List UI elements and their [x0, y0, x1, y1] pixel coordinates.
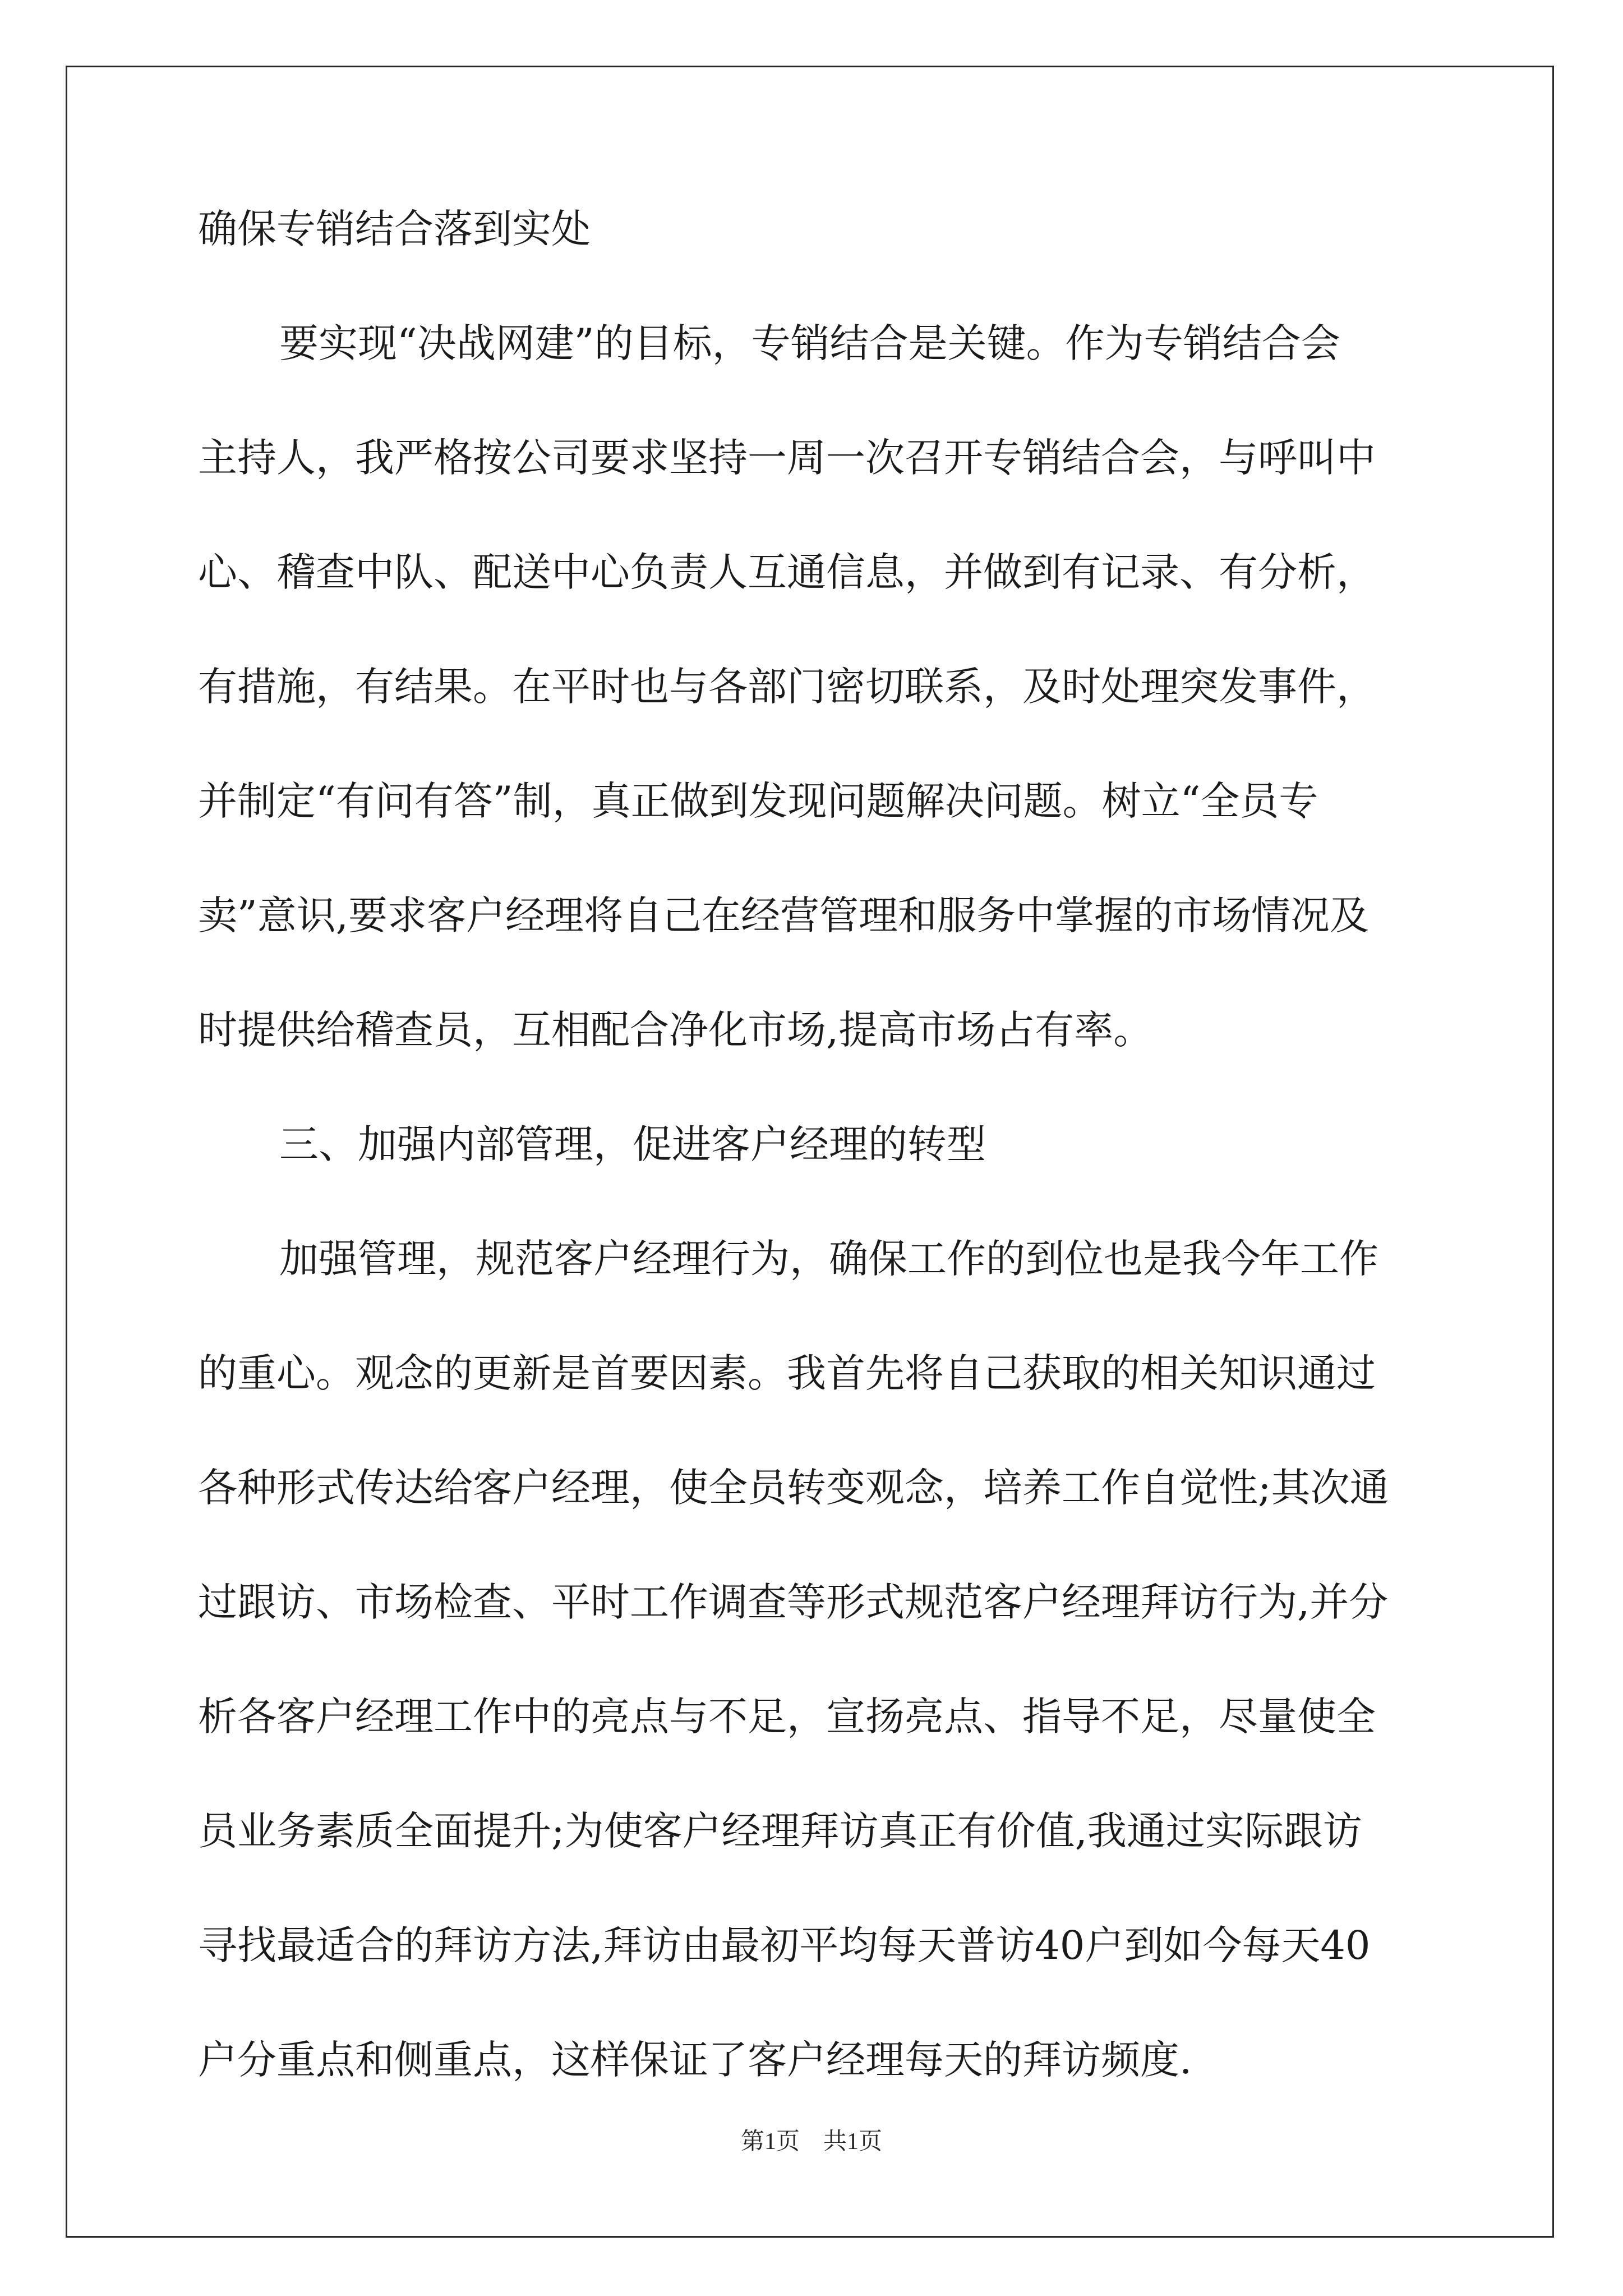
- paragraph-line: 加强管理，规范客户经理行为，确保工作的到位也是我今年工作: [279, 1236, 1378, 1282]
- paragraph-line: 主持人，我严格按公司要求坚持一周一次召开专销结合会，与呼叫中: [198, 435, 1376, 481]
- paragraph-line: 员业务素质全面提升;为使客户经理拜访真正有价值,我通过实际跟访: [198, 1808, 1362, 1854]
- paragraph-line: 的重心。观念的更新是首要因素。我首先将自己获取的相关知识通过: [198, 1350, 1376, 1396]
- paragraph-line: 各种形式传达给客户经理，使全员转变观念，培养工作自觉性;其次通: [198, 1465, 1389, 1511]
- paragraph-line: 析各客户经理工作中的亮点与不足，宣扬亮点、指导不足，尽量使全: [198, 1694, 1376, 1740]
- page-number: 第1页: [740, 2129, 800, 2155]
- paragraph-line: 卖”意识,要求客户经理将自己在经营管理和服务中掌握的市场情况及: [198, 892, 1370, 938]
- paragraph-line: 心、稽查中队、配送中心负责人互通信息，并做到有记录、有分析，: [198, 549, 1376, 595]
- paragraph-line: 有措施，有结果。在平时也与各部门密切联系，及时处理突发事件，: [198, 664, 1376, 710]
- paragraph-line: 过跟访、市场检查、平时工作调查等形式规范客户经理拜访行为,并分: [198, 1579, 1389, 1625]
- page-footer: [0, 2128, 1623, 2156]
- paragraph-line: 并制定“有问有答”制，真正做到发现问题解决问题。树立“全员专: [198, 778, 1318, 824]
- paragraph-line: 户分重点和侧重点，这样保证了客户经理每天的拜访频度.: [198, 2037, 1192, 2083]
- section-heading: 确保专销结合落到实处: [198, 206, 591, 252]
- paragraph-line: 寻找最适合的拜访方法,拜访由最初平均每天普访40户到如今每天40: [198, 1922, 1371, 1968]
- paragraph-line: 要实现“决战网建”的目标，专销结合是关键。作为专销结合会: [279, 320, 1340, 366]
- paragraph-line: 时提供给稽查员，互相配合净化市场,提高市场占有率。: [198, 1007, 1153, 1053]
- page-total: 共1页: [823, 2129, 883, 2155]
- section-heading: 三、加强内部管理，促进客户经理的转型: [279, 1121, 986, 1167]
